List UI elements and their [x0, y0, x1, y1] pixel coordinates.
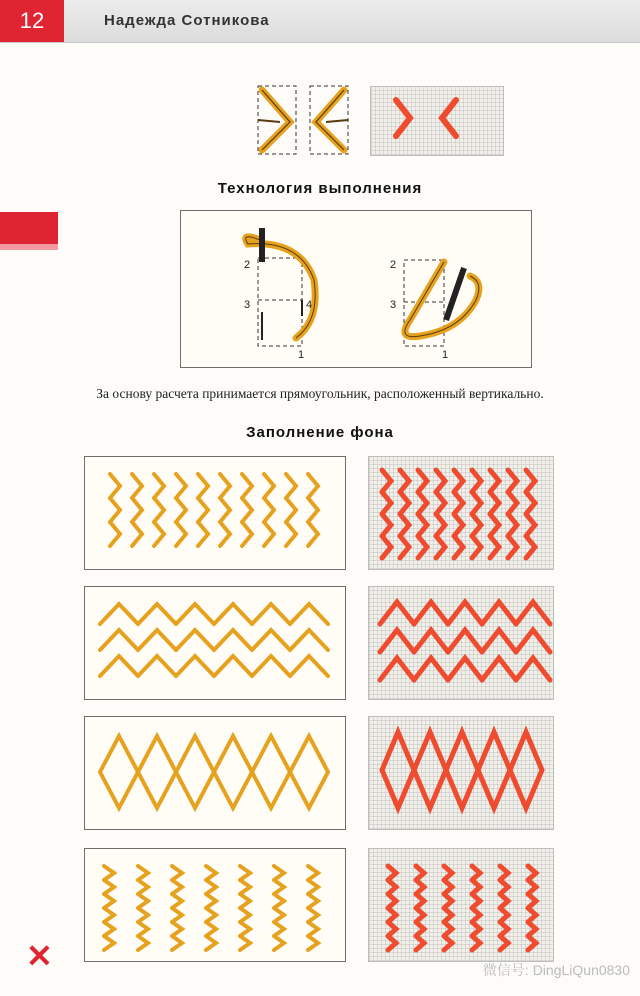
stitch: [286, 522, 296, 546]
stitch: [308, 474, 318, 498]
stitch: [100, 656, 138, 676]
stitch: [132, 474, 142, 498]
stitch: [198, 474, 208, 498]
stitch: [176, 474, 186, 498]
stitch: [100, 604, 138, 624]
stitch: [382, 732, 414, 808]
stitch: [290, 656, 328, 676]
stitch: [214, 656, 252, 676]
stitch: [446, 732, 478, 808]
stitch: [220, 498, 230, 522]
label-left-3: 3: [244, 299, 251, 311]
stitch: [198, 522, 208, 546]
stitch: [264, 522, 274, 546]
stitch: [132, 522, 142, 546]
stitch: [110, 474, 120, 498]
stitch: [382, 492, 391, 514]
stitch: [138, 736, 176, 808]
stitch: [264, 474, 274, 498]
label-left-1: 1: [298, 349, 305, 361]
stitch: [508, 514, 517, 536]
stitch: [472, 536, 481, 558]
stitch: [454, 492, 463, 514]
stitch: [274, 866, 284, 950]
label-right-3: 3: [390, 299, 397, 311]
stitch: [176, 656, 214, 676]
stitch: [516, 658, 550, 680]
stitch: [454, 470, 463, 492]
stitch: [176, 498, 186, 522]
stitch: [110, 498, 120, 522]
stitch: [382, 470, 391, 492]
label-left-2: 2: [244, 259, 251, 271]
label-right-4: 4: [448, 299, 455, 311]
stitch: [436, 470, 445, 492]
stitch: [286, 474, 296, 498]
stitch: [414, 732, 446, 808]
label-right-1: 1: [442, 349, 449, 361]
stitch: [176, 630, 214, 650]
stitch: [418, 492, 427, 514]
stitch: [436, 514, 445, 536]
stitch: [286, 498, 296, 522]
stitch: [290, 736, 328, 808]
stitch: [240, 866, 250, 950]
stitch: [528, 866, 536, 950]
stitch: [252, 604, 290, 624]
stitch: [380, 602, 414, 624]
stitch: [252, 736, 290, 808]
stitch: [400, 536, 409, 558]
caption-text: За основу расчета принимается прямоугольник, расположенный вертикально.: [96, 386, 544, 401]
stitch: [100, 630, 138, 650]
stitch: [176, 522, 186, 546]
stitch: [242, 498, 252, 522]
stitch: [264, 498, 274, 522]
background-fill-title: Заполнение фона: [246, 424, 394, 441]
stitch: [400, 470, 409, 492]
stitch: [104, 866, 114, 950]
stitch: [176, 736, 214, 808]
stitch: [154, 498, 164, 522]
stitch: [472, 492, 481, 514]
stitch: [516, 602, 550, 624]
stitch: [508, 470, 517, 492]
stitch: [198, 498, 208, 522]
stitch: [242, 474, 252, 498]
stitch: [482, 658, 516, 680]
stitch: [414, 602, 448, 624]
page-number: 12: [0, 0, 64, 42]
stitch: [414, 658, 448, 680]
watermark-text: 微信号: DingLiQun0830: [482, 962, 630, 978]
label-left-4: 4: [306, 299, 313, 311]
stitch: [508, 492, 517, 514]
stitch: [478, 732, 510, 808]
stitch: [490, 536, 499, 558]
stitch: [206, 866, 216, 950]
stitch: [388, 866, 396, 950]
stitch: [472, 470, 481, 492]
stitch: [454, 536, 463, 558]
stitch: [526, 470, 535, 492]
stitch: [490, 514, 499, 536]
stitch: [416, 866, 424, 950]
stitch: [138, 630, 176, 650]
technique-title: Технология выполнения: [217, 180, 423, 197]
stitch: [516, 630, 550, 652]
stitch: [308, 522, 318, 546]
stitch: [154, 522, 164, 546]
stitch: [448, 658, 482, 680]
stitch: [400, 492, 409, 514]
stitch: [414, 630, 448, 652]
stitch: [132, 498, 142, 522]
stitch: [500, 866, 508, 950]
stitch: [380, 658, 414, 680]
label-right-2: 2: [390, 259, 397, 271]
stitch: [508, 536, 517, 558]
stitch: [290, 630, 328, 650]
stitch: [418, 536, 427, 558]
stitch: [138, 656, 176, 676]
stitch: [252, 630, 290, 650]
close-icon: ✕: [26, 938, 53, 974]
stitch: [490, 492, 499, 514]
stitch: [220, 522, 230, 546]
stitch: [448, 630, 482, 652]
stitch: [308, 498, 318, 522]
author-name: Надежда Сотникова: [104, 12, 270, 29]
stitch: [382, 514, 391, 536]
stitch: [176, 604, 214, 624]
stitch: [172, 866, 182, 950]
stitch: [380, 630, 414, 652]
stitch: [418, 514, 427, 536]
stitch: [526, 514, 535, 536]
stitch: [526, 492, 535, 514]
stitch: [138, 866, 148, 950]
stitch: [482, 630, 516, 652]
stitch: [242, 522, 252, 546]
stitch: [308, 866, 318, 950]
stitch: [214, 604, 252, 624]
stitch: [448, 602, 482, 624]
stitch: [382, 536, 391, 558]
stitch: [214, 630, 252, 650]
stitch: [400, 514, 409, 536]
stitch: [436, 536, 445, 558]
stitch: [220, 474, 230, 498]
stitch: [472, 514, 481, 536]
stitch: [290, 604, 328, 624]
stitch: [154, 474, 164, 498]
stitch: [482, 602, 516, 624]
stitch: [510, 732, 542, 808]
stitch: [100, 736, 138, 808]
stitch: [138, 604, 176, 624]
stitch: [214, 736, 252, 808]
stitch: [436, 492, 445, 514]
stitch: [418, 470, 427, 492]
stitch: [472, 866, 480, 950]
stitch: [252, 656, 290, 676]
stitch: [490, 470, 499, 492]
stitch: [444, 866, 452, 950]
stitch: [110, 522, 120, 546]
stitch: [454, 514, 463, 536]
stitch: [526, 536, 535, 558]
